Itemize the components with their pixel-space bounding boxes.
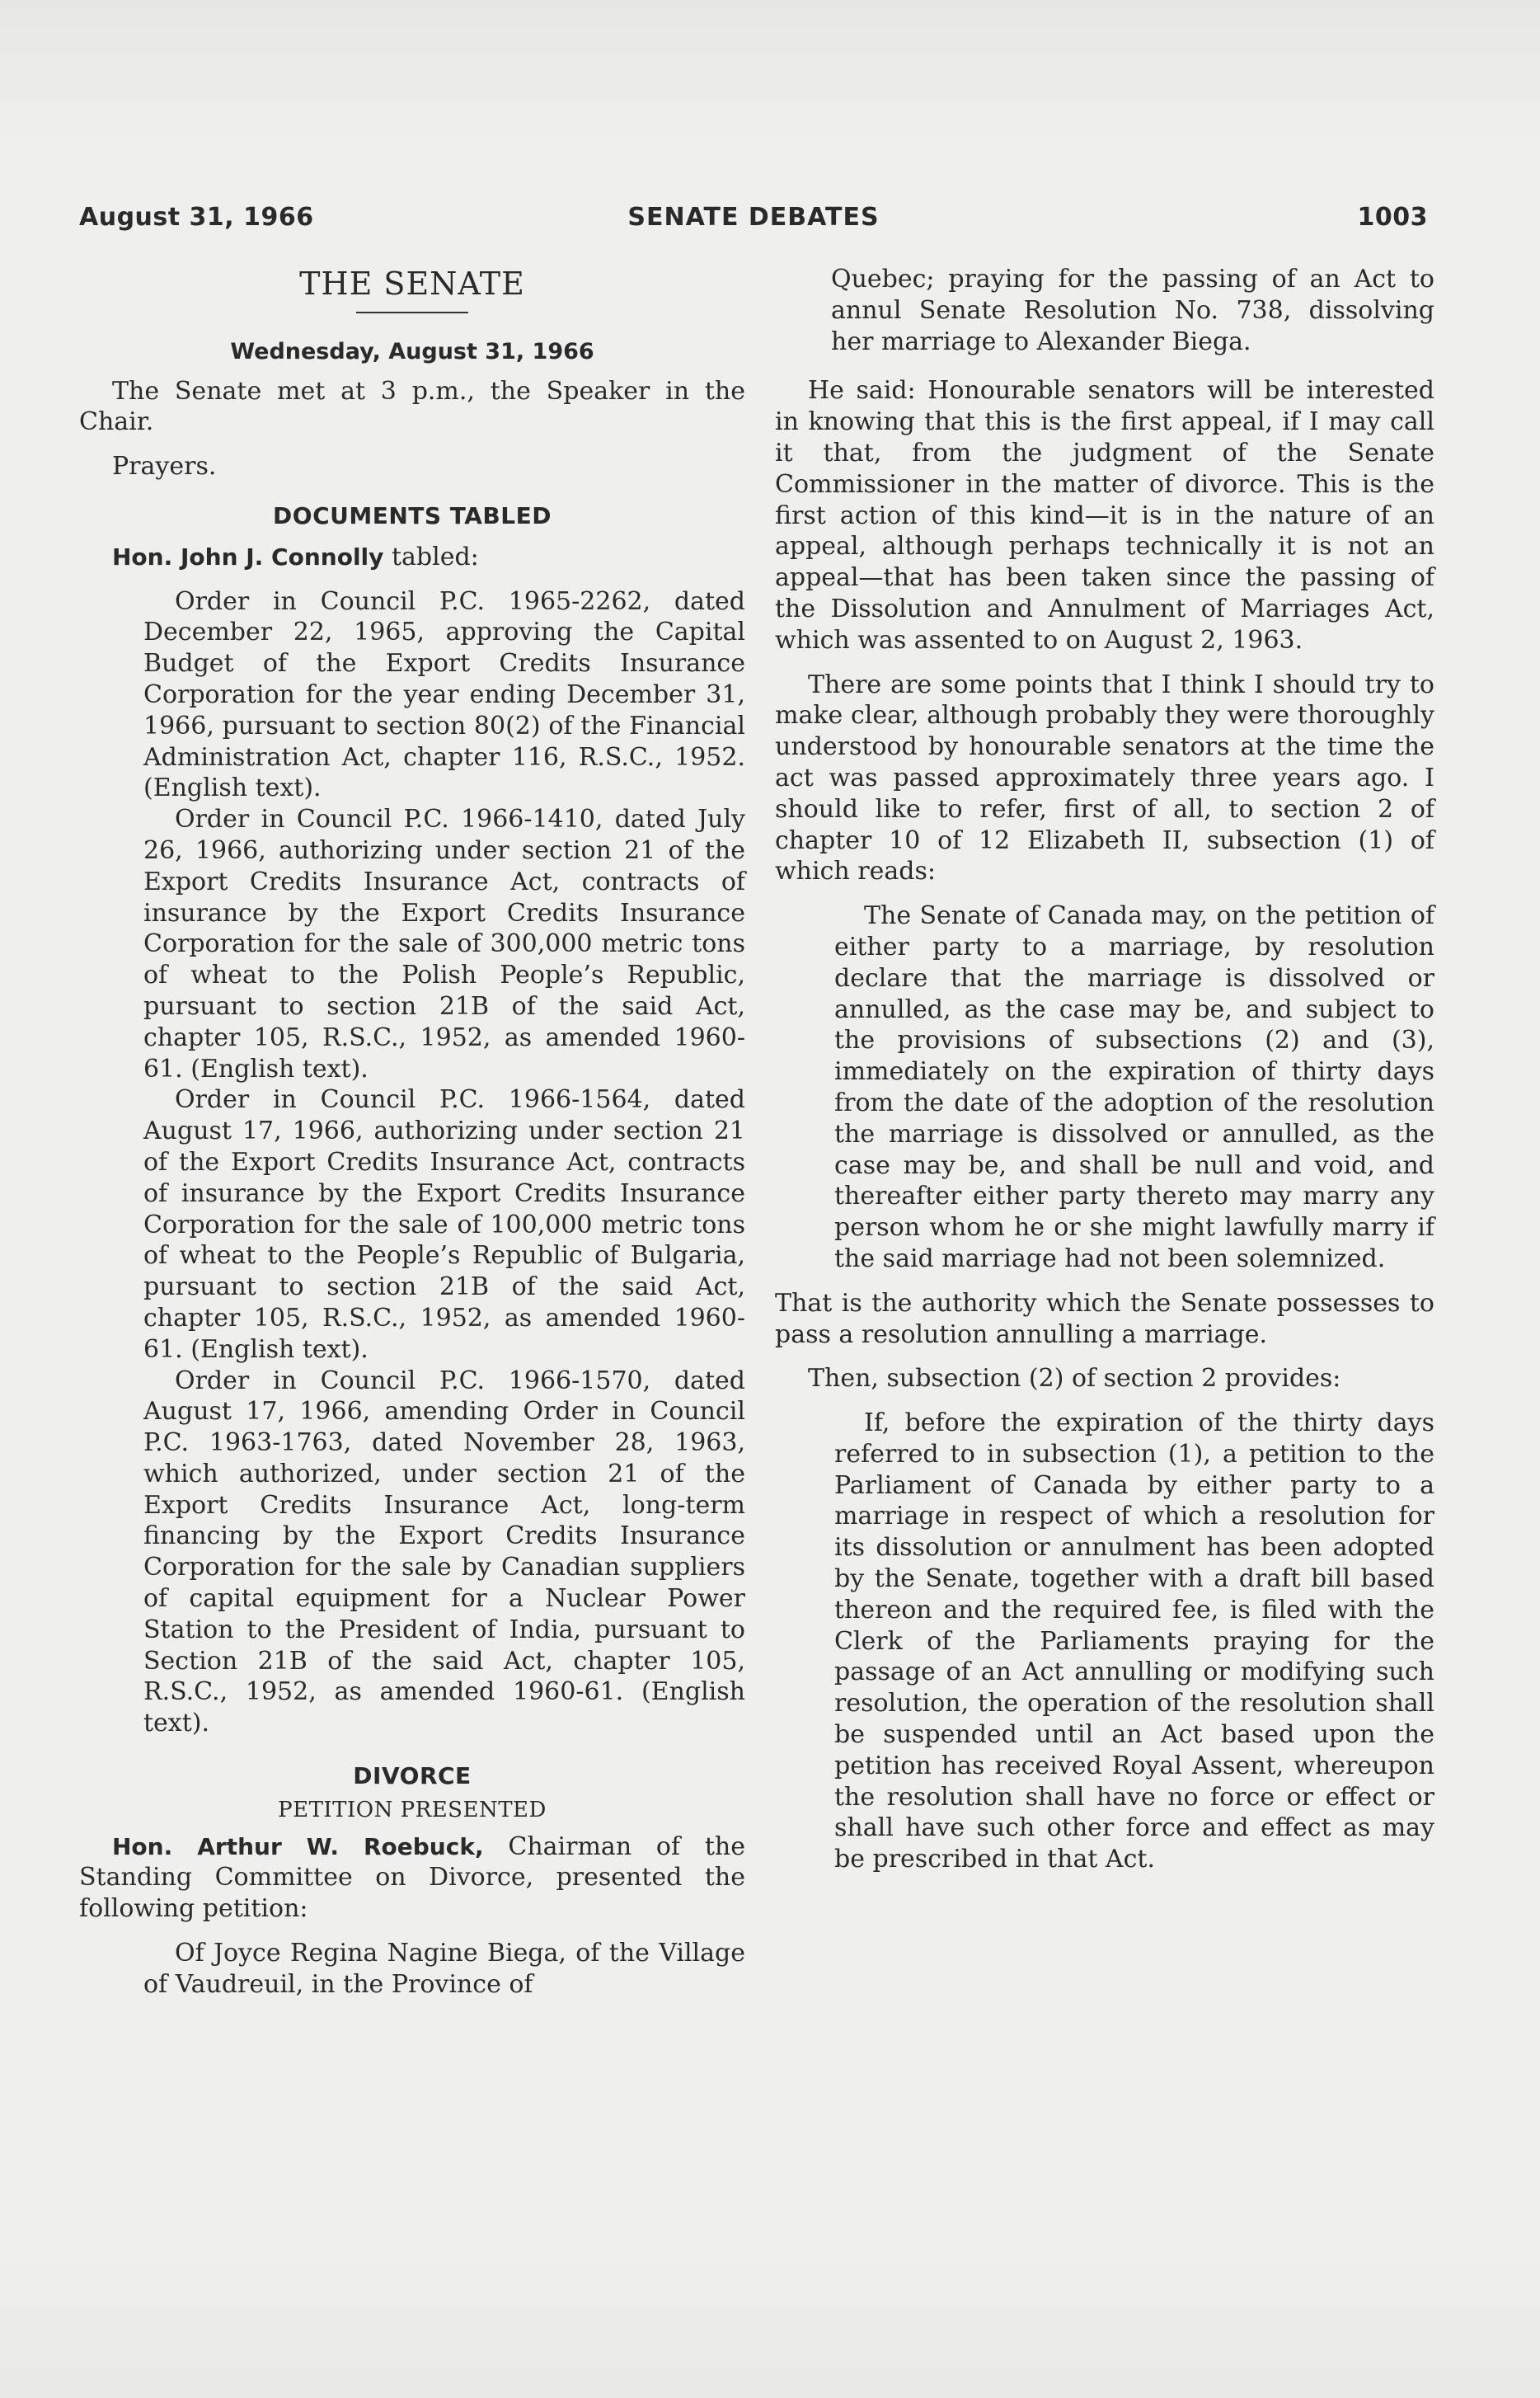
presenter-text: Chairman of the Standing Committee on Divorce, presented the following petition: bbox=[79, 1831, 745, 1924]
page-header bbox=[79, 203, 1428, 236]
petition-text-end: Quebec; praying for the passing of an Act to annul Senate Resolution No. 738, dissolving her marriage to Alexander Biega. bbox=[831, 265, 1434, 356]
sitting-date: Wednesday, August 31, 1966 bbox=[230, 338, 594, 364]
divorce-heading: DIVORCE bbox=[353, 1762, 472, 1790]
speech-paragraph-2: There are some points that I think I should try to make clear, although probably they were thoroughly understood by honourable senators at the time the act was passed approximately three years ago. I should like to refer, first of all, to section 2 of chapter 10 of 12 Elizabeth II, subsection (1) of which reads: bbox=[775, 670, 1434, 886]
petition-text-start: Of Joyce Regina Nagine Biega, of the Village of Vaudreuil, in the Province of bbox=[143, 1939, 745, 1999]
right-column bbox=[775, 264, 1434, 1875]
senate-title: THE SENATE bbox=[299, 266, 525, 302]
quote-text: The Senate of Canada may, on the petition of either party to a marriage, by resolution declare that the marriage is dissolved or annulled, as the case may be, and subject to the provisions of subsections (2) and (3), immediately on the expiration of thirty days from the date of the adoption of the resolution the marriage is dissolved or annulled, as the case may be, and shall be null and void, and thereafter either party thereto may marry any person whom he or she might lawfully marry if the said marriage had not been solemnized. bbox=[834, 901, 1434, 1273]
prayers-paragraph: Prayers. bbox=[112, 452, 217, 482]
header-date: August 31, 1966 bbox=[79, 203, 314, 232]
order-item: Order in Council P.C. 1965-2262, dated December 22, 1965, approving the Capital Budget of the Export Credits Insurance Corporation for the year ending December 31, 1966, pursuant to section 80(2) of the Financial Administration Act, chapter 116, R.S.C., 1952. (English text). bbox=[143, 586, 745, 803]
quote-text: If, before the expiration of the thirty days referred to in subsection (1), a petition to the Parliament of Canada by either party to a marriage in respect of which a resolution for its dissolution or annulment has been adopted by the Senate, together with a draft bill based thereon and the required fee, is filed with the Clerk of the Parliaments praying for the passage of an Act annulling or modifying such resolution, the operation of the resolution shall be suspended until an Act based upon the petition has received Royal Assent, whereupon the resolution shall have no force or effect or shall have such other force and effect as may be prescribed in that Act. bbox=[834, 1408, 1434, 1874]
tabler-verb: tabled: bbox=[391, 542, 479, 571]
speech-paragraph-4: Then, subsection (2) of section 2 provides: bbox=[808, 1364, 1341, 1394]
speech-paragraph-3: That is the authority which the Senate possesses to pass a resolution annulling a marriage. bbox=[775, 1288, 1434, 1349]
header-title: SENATE DEBATES bbox=[627, 203, 880, 232]
tabler-name: Hon. John J. Connolly bbox=[112, 543, 384, 571]
opening-paragraph: The Senate met at 3 p.m., the Speaker in the Chair. bbox=[79, 376, 745, 437]
order-item: Order in Council P.C. 1966-1570, dated August 17, 1966, amending Order in Council P.C. 1963-1763, dated November 28, 1963, which authorized, under section 21 of the Export Credits Insurance Act, long-term financing by the Export Credits Insurance Corporation for the sale by Canadian suppliers of capital equipment for a Nuclear Power Station to the President of India, pursuant to Section 21B of the said Act, chapter 105, R.S.C., 1952, as amended 1960-61. (English text). bbox=[143, 1366, 745, 1738]
left-column bbox=[79, 264, 745, 2001]
speech-paragraph-1: He said: Honourable senators will be interested in knowing that this is the first appeal, if I may call it that, from the judgment of the Senate Commissioner in the matter of divorce. This is the first action of this kind—it is in the nature of an appeal, although perhaps technically it is not an appeal—that has been taken since the passing of the Dissolution and Annulment of Marriages Act, which was assented to on August 2, 1963. bbox=[775, 376, 1434, 655]
documents-tabled-heading: DOCUMENTS TABLED bbox=[273, 501, 552, 529]
petition-subheading: PETITION PRESENTED bbox=[278, 1797, 547, 1822]
quoted-subsection-1 bbox=[775, 900, 1434, 1275]
order-item: Order in Council P.C. 1966-1410, dated July 26, 1966, authorizing under section 21 of the Export Credits Insurance Act, contracts of insurance by the Export Credits Insurance Corporation for the sale of 300,000 metric tons of wheat to the Polish People’s Republic, pursuant to section 21B of the said Act, chapter 105, R.S.C., 1952, as amended 1960-61. (English text). bbox=[143, 805, 745, 1084]
quoted-subsection-2 bbox=[775, 1408, 1434, 1875]
title-rule bbox=[356, 312, 468, 313]
order-item: Order in Council P.C. 1966-1564, dated August 17, 1966, authorizing under section 21 of the Export Credits Insurance Act, contracts of insurance by the Export Credits Insurance Corporation for the sale of 100,000 metric tons of wheat to the People’s Republic of Bulgaria, pursuant to section 21B of the said Act, chapter 105, R.S.C., 1952, as amended 1960-61. (English text). bbox=[143, 1085, 745, 1364]
tabler-paragraph bbox=[79, 542, 745, 573]
presenter-paragraph bbox=[79, 1831, 745, 1925]
presenter-name: Hon. Arthur W. Roebuck, bbox=[112, 1832, 484, 1860]
page-number: 1003 bbox=[1357, 203, 1428, 232]
